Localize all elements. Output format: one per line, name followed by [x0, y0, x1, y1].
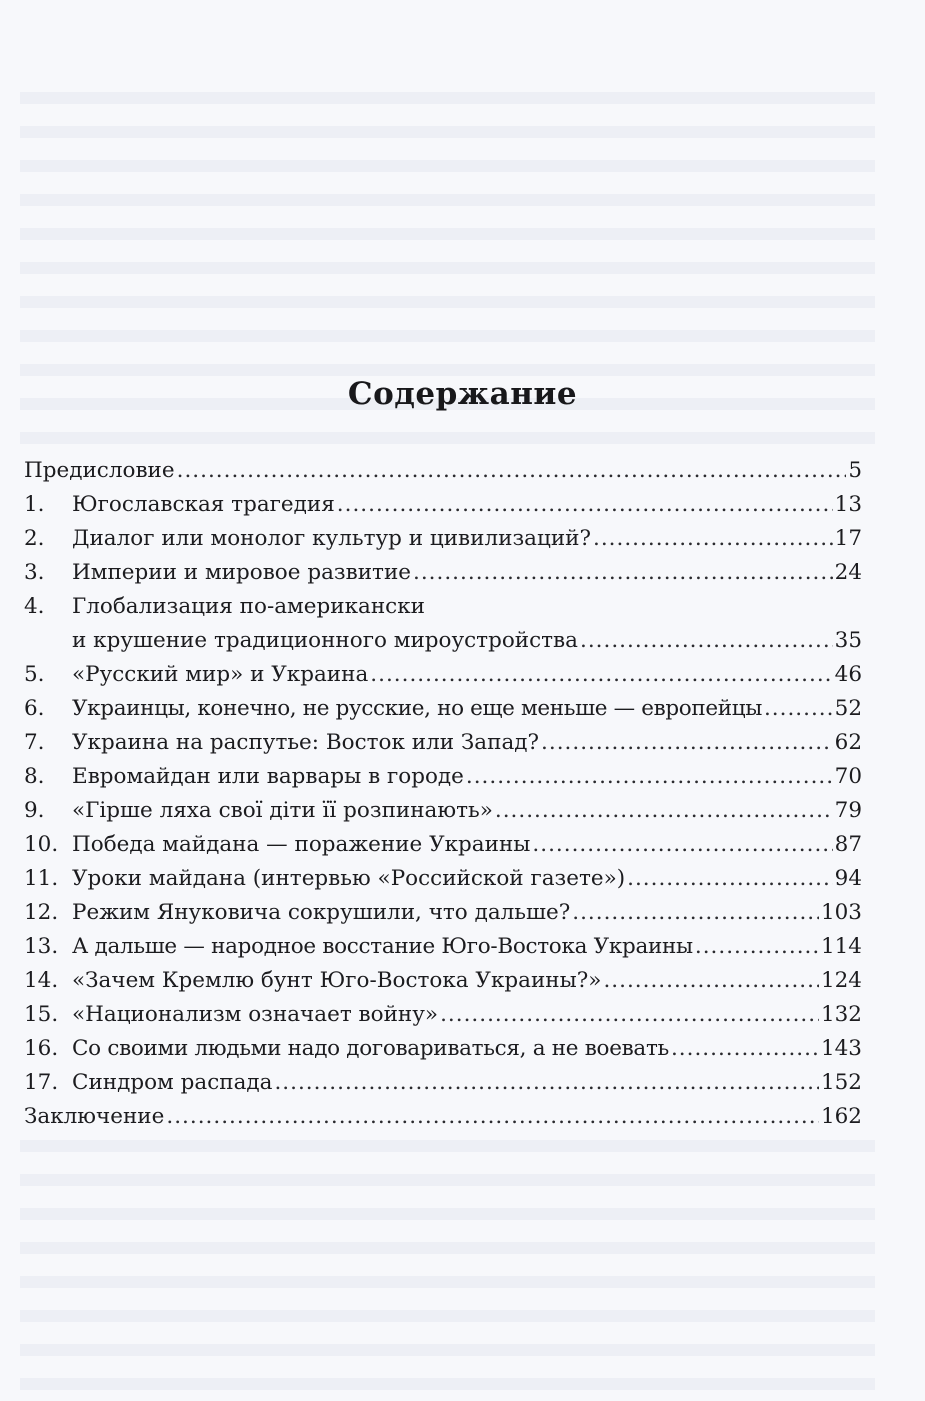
toc-dot-leader	[593, 522, 833, 556]
toc-entry-page: 70	[834, 764, 862, 789]
toc-dot-leader	[413, 556, 833, 590]
toc-entry-title: Евромайдан или варвары в городе	[72, 764, 464, 789]
toc-entry-page: 79	[834, 798, 862, 823]
toc-entry-number: 12.	[24, 900, 59, 925]
toc-dot-leader	[541, 726, 833, 760]
toc-dot-leader	[370, 658, 832, 692]
toc-entry-title: Заключение	[24, 1104, 165, 1129]
toc-entry-page: 103	[820, 900, 862, 925]
toc-entry-title: Уроки майдана (интервью «Российской газете»)	[72, 866, 626, 891]
toc-entry-number: 17.	[24, 1070, 59, 1095]
toc-dot-leader	[337, 488, 833, 522]
toc-entry-number: 13.	[24, 934, 59, 959]
toc-entry-conclusion[interactable]	[24, 1100, 862, 1134]
toc-entry-page: 87	[834, 832, 862, 857]
toc-entry-page: 94	[834, 866, 862, 891]
toc-dot-leader	[466, 760, 833, 794]
toc-entry-page: 162	[820, 1104, 862, 1129]
toc-dot-leader	[274, 1066, 819, 1100]
toc-entry-page: 5	[848, 458, 862, 483]
toc-entry-page: 114	[820, 934, 862, 959]
toc-entry-number: 10.	[24, 832, 59, 857]
table-of-contents	[24, 454, 862, 1134]
toc-entry-title: Режим Януковича сокрушили, что дальше?	[72, 900, 571, 925]
toc-entry-title: Диалог или монолог культур и цивилизаций?	[72, 526, 592, 551]
toc-entry-title: и крушение традиционного мироустройства	[72, 628, 578, 653]
toc-entry-title: Победа майдана — поражение Украины	[72, 832, 531, 857]
toc-entry-title: Украинцы, конечно, не русские, но еще меньше — европейцы	[72, 696, 762, 721]
toc-entry-number: 8.	[24, 764, 45, 789]
toc-entry-number: 6.	[24, 696, 45, 721]
toc-entry-5[interactable]	[24, 658, 862, 692]
toc-dot-leader	[627, 862, 833, 896]
toc-entry-number: 9.	[24, 798, 45, 823]
toc-entry-6[interactable]	[24, 692, 862, 726]
toc-entry-number: 14.	[24, 968, 59, 993]
toc-dot-leader	[440, 998, 819, 1032]
toc-entry-page: 124	[820, 968, 862, 993]
page-title: Содержание	[347, 376, 578, 412]
toc-entry-4[interactable]	[24, 624, 862, 658]
toc-entry-14[interactable]	[24, 964, 862, 998]
toc-entry-title: Со своими людьми надо договариваться, а не воевать	[72, 1036, 669, 1061]
toc-entry-title: Синдром распада	[72, 1070, 273, 1095]
toc-entry-2[interactable]	[24, 522, 862, 556]
toc-dot-leader	[671, 1032, 819, 1066]
toc-entry-11[interactable]	[24, 862, 862, 896]
toc-entry-10[interactable]	[24, 828, 862, 862]
toc-entry-number: 7.	[24, 730, 45, 755]
toc-entry-15[interactable]	[24, 998, 862, 1032]
toc-entry-17[interactable]	[24, 1066, 862, 1100]
toc-entry-page: 143	[820, 1036, 862, 1061]
toc-entry-12[interactable]	[24, 896, 862, 930]
toc-entry-title-line1: Глобализация по-американски	[72, 594, 425, 619]
toc-entry-8[interactable]	[24, 760, 862, 794]
toc-entry-16[interactable]	[24, 1032, 862, 1066]
toc-entry-page: 13	[834, 492, 862, 517]
toc-entry-title: «Гірше ляха свої діти її розпинають»	[72, 798, 493, 823]
toc-entry-title: Империи и мировое развитие	[72, 560, 412, 585]
toc-entry-7[interactable]	[24, 726, 862, 760]
toc-entry-13[interactable]	[24, 930, 862, 964]
toc-dot-leader	[495, 794, 833, 828]
toc-dot-leader	[695, 930, 819, 964]
toc-entry-3[interactable]	[24, 556, 862, 590]
toc-entry-number: 5.	[24, 662, 45, 687]
toc-entry-1[interactable]	[24, 488, 862, 522]
toc-entry-title: «Русский мир» и Украина	[72, 662, 369, 687]
toc-dot-leader	[177, 454, 847, 488]
toc-entry-number: 4.	[24, 594, 45, 619]
toc-dot-leader	[572, 896, 819, 930]
toc-entry-4-first-line[interactable]	[24, 590, 862, 624]
toc-entry-title: Украина на распутье: Восток или Запад?	[72, 730, 540, 755]
toc-entry-title: «Национализм означает войну»	[72, 1002, 439, 1027]
toc-entry-page: 46	[834, 662, 862, 687]
toc-dot-leader	[603, 964, 819, 998]
toc-entry-title: А дальше — народное восстание Юго-Востока Украины	[72, 934, 693, 959]
toc-entry-page: 17	[834, 526, 862, 551]
toc-dot-leader	[166, 1100, 819, 1134]
toc-entry-number: 16.	[24, 1036, 59, 1061]
toc-entry-number: 3.	[24, 560, 45, 585]
toc-dot-leader	[532, 828, 832, 862]
toc-entry-title: Предисловие	[24, 458, 175, 483]
toc-dot-leader	[580, 624, 833, 658]
toc-entry-page: 62	[834, 730, 862, 755]
toc-entry-number: 1.	[24, 492, 45, 517]
toc-dot-leader	[764, 692, 833, 726]
toc-entry-number: 11.	[24, 866, 59, 891]
toc-entry-page: 52	[834, 696, 862, 721]
toc-entry-number: 2.	[24, 526, 45, 551]
toc-entry-title: «Зачем Кремлю бунт Юго-Востока Украины?»	[72, 968, 602, 993]
toc-entry-page: 152	[820, 1070, 862, 1095]
toc-entry-page: 35	[834, 628, 862, 653]
toc-entry-page: 24	[834, 560, 862, 585]
toc-entry-preface[interactable]	[24, 454, 862, 488]
toc-entry-title: Югославская трагедия	[72, 492, 335, 517]
toc-entry-number: 15.	[24, 1002, 59, 1027]
toc-entry-9[interactable]	[24, 794, 862, 828]
toc-entry-page: 132	[820, 1002, 862, 1027]
